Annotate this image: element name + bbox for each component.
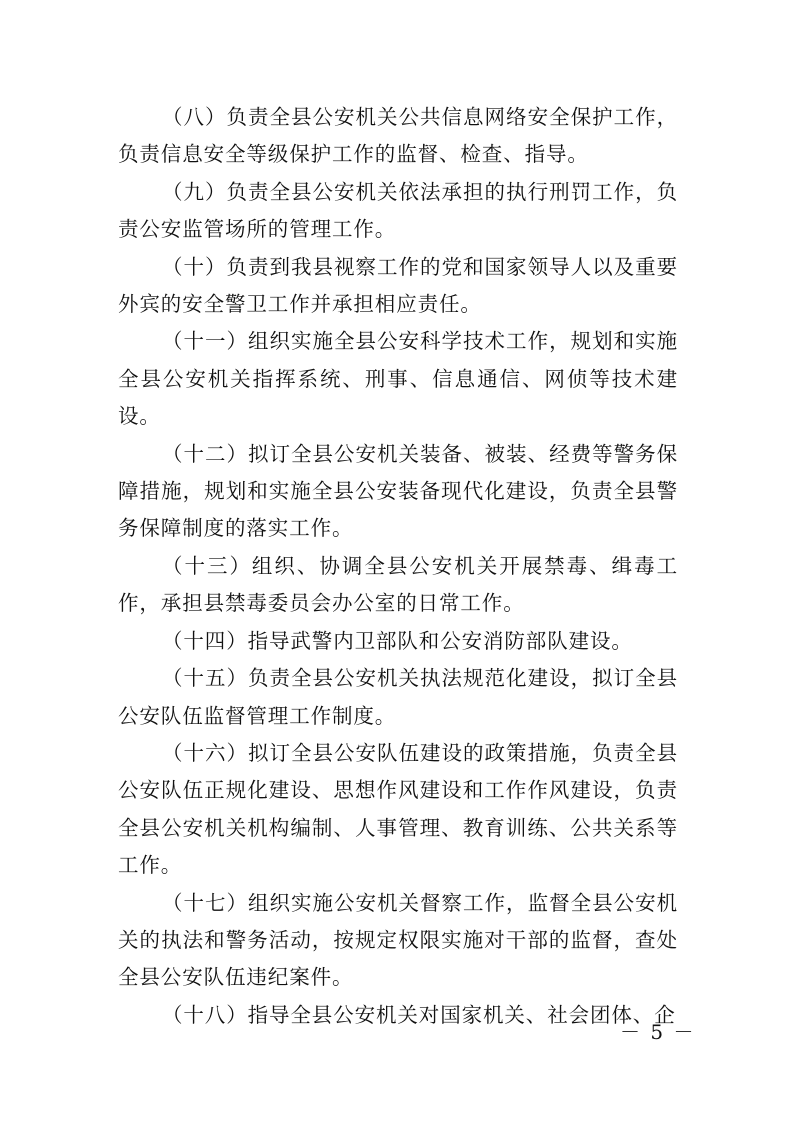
page-number: － 5 － [620, 1020, 696, 1044]
paragraph-14: （十四）指导武警内卫部队和公安消防部队建设。 [162, 628, 633, 653]
paragraph-12: （十二）拟订全县公安机关装备、被装、经费等警务保障措施，规划和实施全县公安装备现代化建设，负责全县警务保障制度的落实工作。 [118, 441, 678, 541]
paragraph-10: （十）负责到我县视察工作的党和国家领导人以及重要外宾的安全警卫工作并承担相应责任。 [118, 254, 678, 317]
paragraph-16: （十六）拟订全县公安队伍建设的政策措施，负责全县公安队伍正规化建设、思想作风建设和工作作风建设，负责全县公安机关机构编制、人事管理、教育训练、公共关系等工作。 [118, 740, 678, 878]
paragraph-15: （十五）负责全县公安机关执法规范化建设，拟订全县公安队伍监督管理工作制度。 [118, 666, 678, 728]
document-body [118, 99, 678, 1034]
paragraph-13: （十三）组织、协调全县公安机关开展禁毒、缉毒工作，承担县禁毒委员会办公室的日常工作。 [118, 553, 678, 616]
paragraph-9: （九）负责全县公安机关依法承担的执行刑罚工作，负责公安监管场所的管理工作。 [118, 179, 678, 242]
paragraph-17: （十七）组织实施公安机关督察工作，监督全县公安机关的执法和警务活动，按规定权限实施对干部的监督，查处全县公安队伍违纪案件。 [118, 890, 678, 990]
paragraph-11: （十一）组织实施全县公安科学技术工作，规划和实施全县公安机关指挥系统、刑事、信息通信、网侦等技术建设。 [118, 329, 678, 429]
paragraph-18: （十八）指导全县公安机关对国家机关、社会团体、企 [162, 1002, 676, 1027]
paragraph-8: （八）负责全县公安机关公共信息网络安全保护工作，负责信息安全等级保护工作的监督、检查、指导。 [118, 105, 678, 167]
